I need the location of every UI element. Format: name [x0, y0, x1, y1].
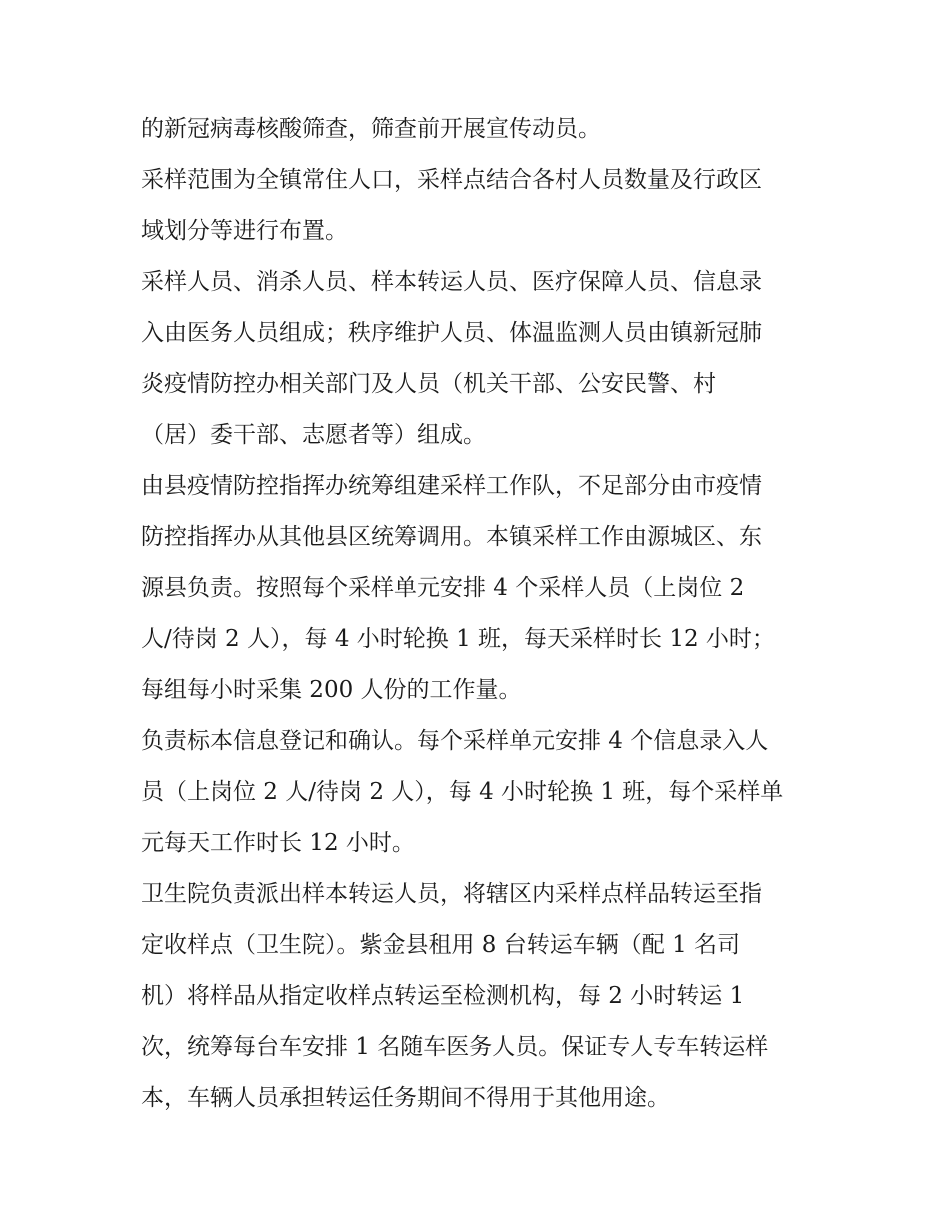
- text-line: 机）将样品从指定收样点转运至检测机构，每 2 小时转运 1: [141, 983, 745, 1009]
- text-line: 域划分等进行布置。: [141, 218, 348, 244]
- text-line: 员（上岗位 2 人/待岗 2 人），每 4 小时轮换 1 班，每个采样单: [141, 779, 784, 805]
- text-line: 防控指挥办从其他县区统筹调用。本镇采样工作由源城区、东: [141, 524, 762, 550]
- text-line: 每组每小时采集 200 人份的工作量。: [141, 677, 522, 703]
- text-line: 定收样点（卫生院）。紫金县租用 8 台转运车辆（配 1 名司: [141, 932, 741, 958]
- text-line: 由县疫情防控指挥办统筹组建采样工作队，不足部分由市疫情: [141, 473, 762, 499]
- text-line: 元每天工作时长 12 小时。: [141, 830, 415, 856]
- document-body: [141, 104, 821, 1124]
- text-line: （居）委干部、志愿者等）组成。: [141, 422, 486, 448]
- text-line: 负责标本信息登记和确认。每个采样单元安排 4 个信息录入人: [141, 728, 769, 754]
- text-line: 本，车辆人员承担转运任务期间不得用于其他用途。: [141, 1085, 670, 1111]
- text-line: 卫生院负责派出样本转运人员，将辖区内采样点样品转运至指: [141, 881, 762, 907]
- text-line: 采样人员、消杀人员、样本转运人员、医疗保障人员、信息录: [141, 269, 762, 295]
- text-line: 人/待岗 2 人），每 4 小时轮换 1 班，每天采样时长 12 小时；: [141, 626, 775, 652]
- text-line: 入由医务人员组成；秩序维护人员、体温监测人员由镇新冠肺: [141, 320, 762, 346]
- text-line: 的新冠病毒核酸筛查，筛查前开展宣传动员。: [141, 116, 601, 142]
- text-line: 炎疫情防控办相关部门及人员（机关干部、公安民警、村: [141, 371, 716, 397]
- text-line: 源县负责。按照每个采样单元安排 4 个采样人员（上岗位 2: [141, 575, 745, 601]
- text-line: 次，统筹每台车安排 1 名随车医务人员。保证专人专车转运样: [141, 1034, 769, 1060]
- text-line: 采样范围为全镇常住人口，采样点结合各村人员数量及行政区: [141, 167, 762, 193]
